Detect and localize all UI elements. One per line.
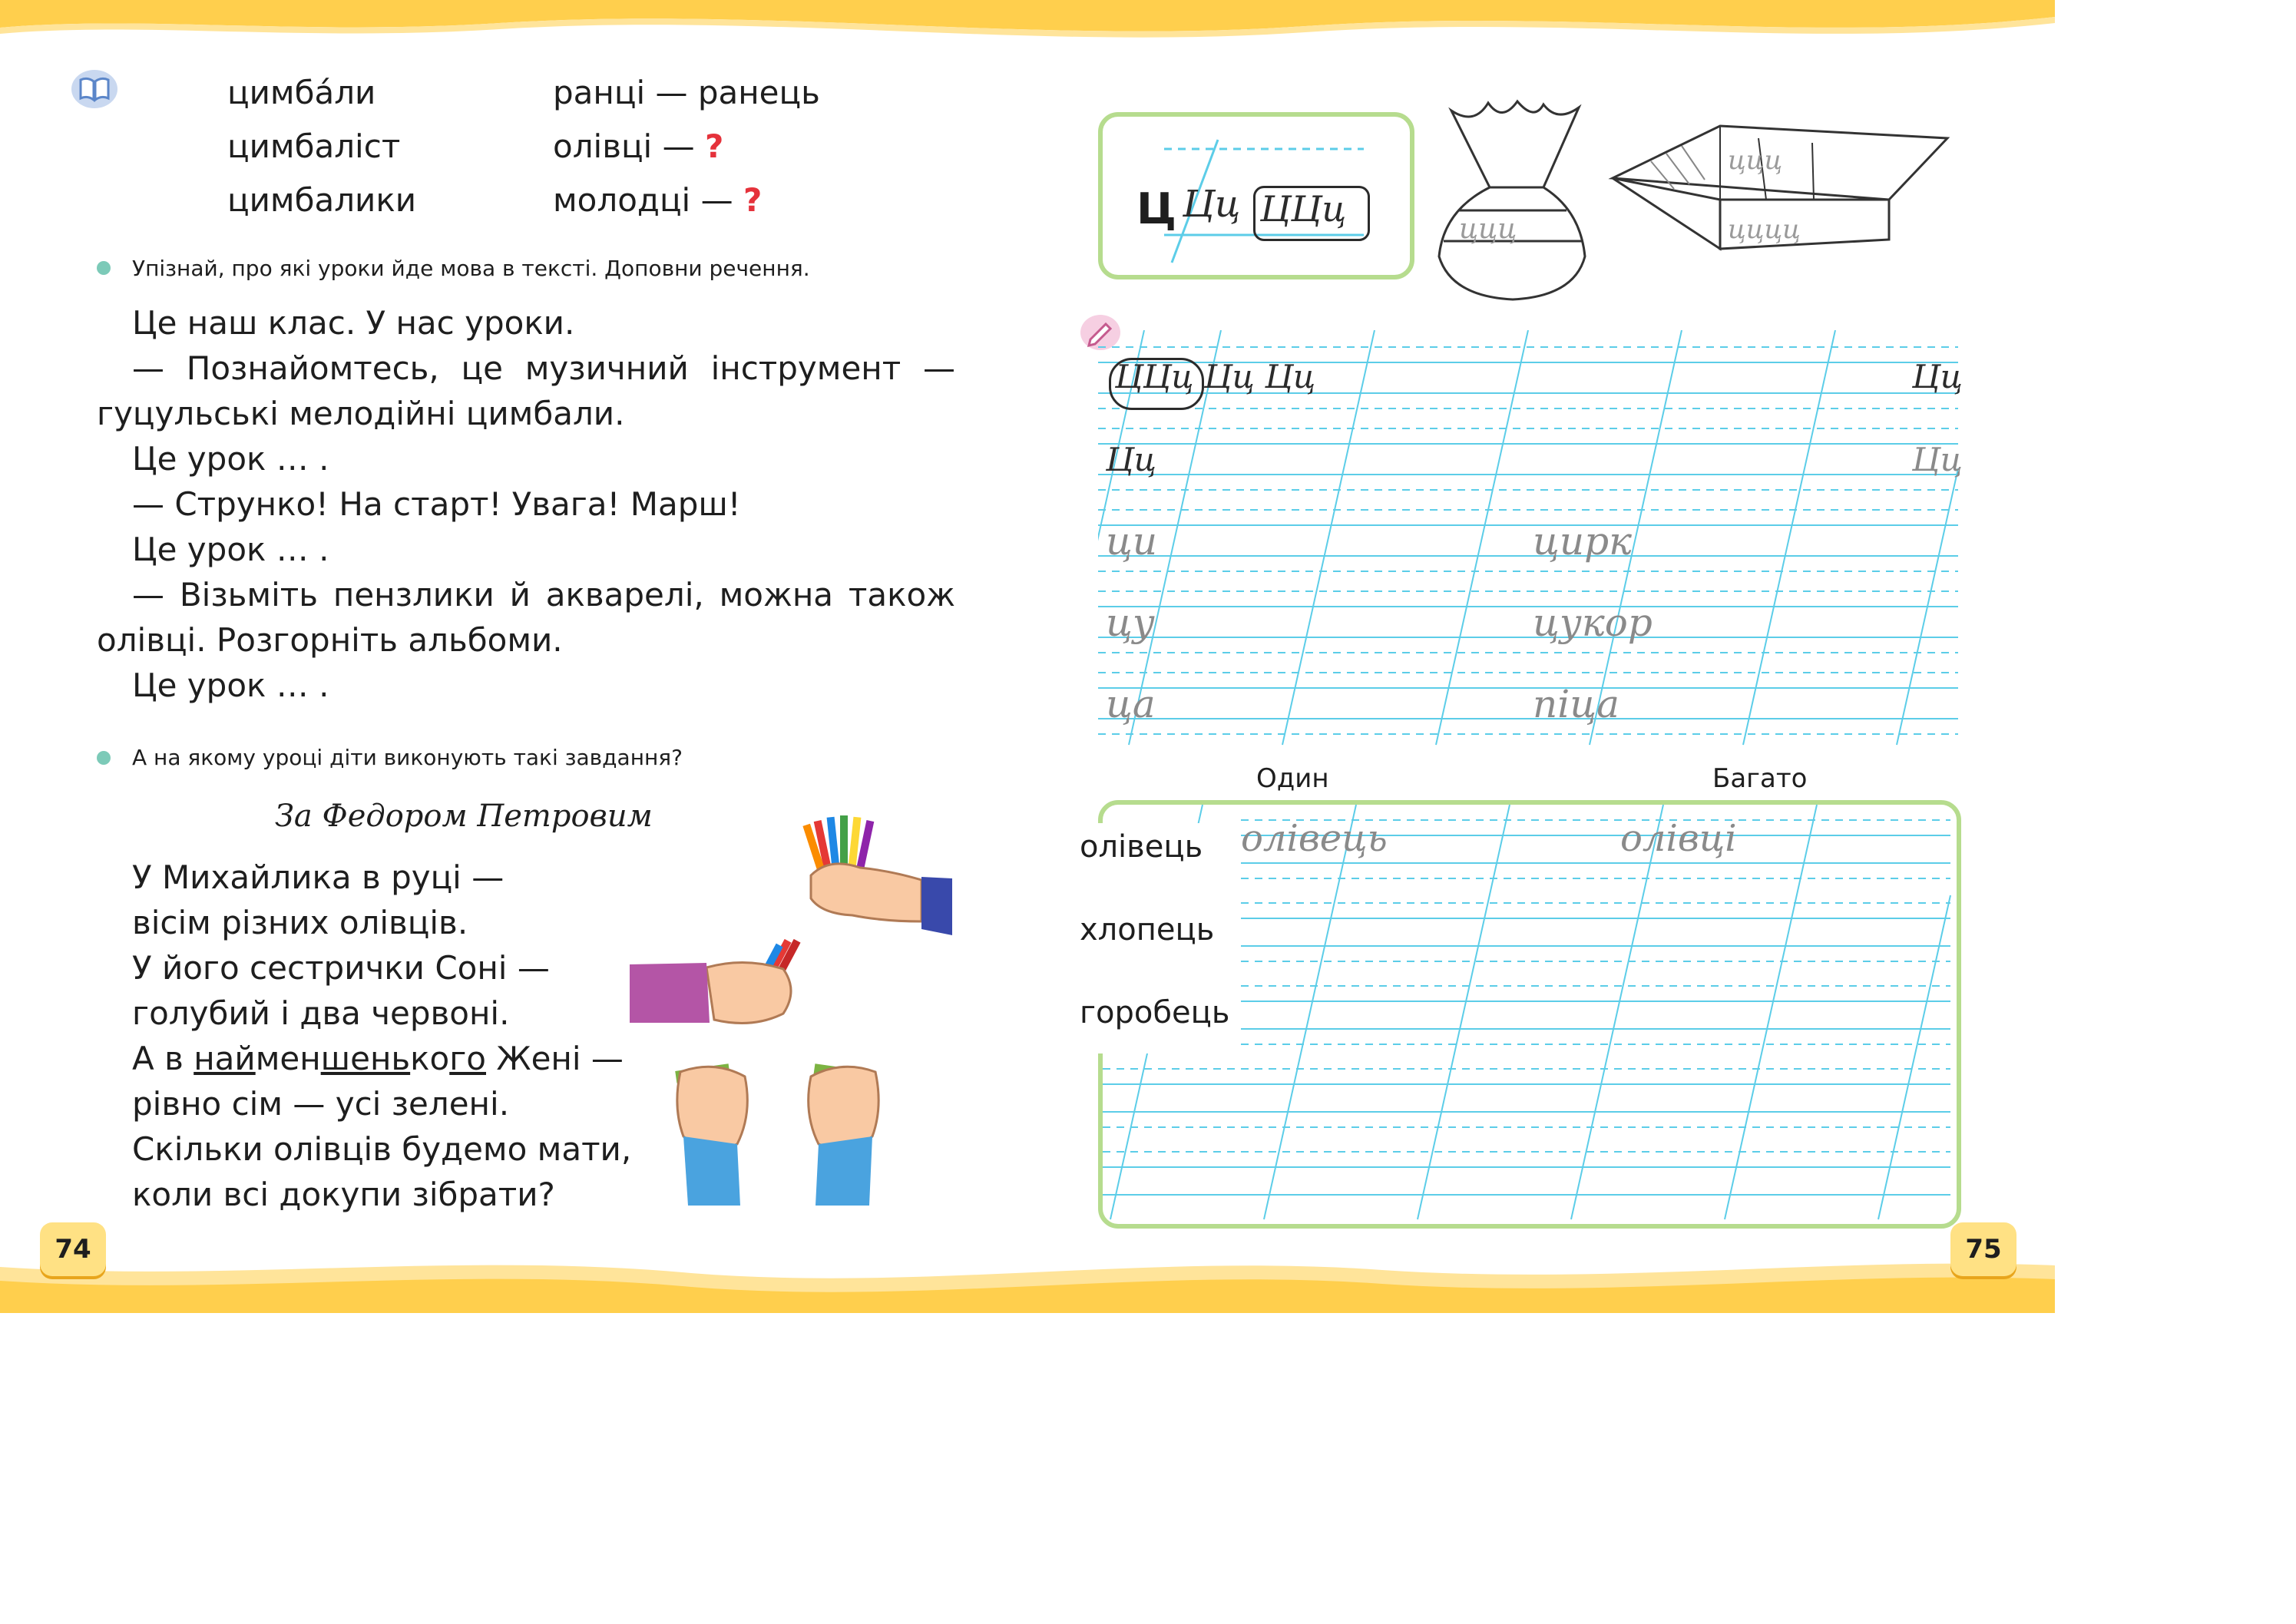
- hands-with-pencils-illustration: [630, 806, 968, 1221]
- candy-outline-drawing: [1428, 95, 1597, 304]
- poem-line-5: А в найменшенького Жені —: [132, 1040, 624, 1077]
- word-oliveсь: олівець: [1080, 829, 1203, 865]
- text-line-5: — Струнко! На старт! Увага! Марш!: [132, 485, 741, 523]
- task-bullet: [97, 261, 111, 275]
- text-line-6: Це урок … .: [132, 531, 329, 568]
- page-number-right: 75: [1950, 1222, 2016, 1276]
- poem-line-1: У Михайлика в руці —: [132, 858, 505, 896]
- practice-row-4-left: цу: [1106, 600, 1155, 645]
- word-1: цимба́ли: [227, 74, 376, 111]
- text-line-7: — Візьміть пензлики й акварелі, можна також: [132, 576, 955, 614]
- text-line-4: Це урок … .: [132, 440, 329, 478]
- practice-row-3-left: ци: [1106, 519, 1158, 564]
- poem-line-7: Скільки олівців будемо мати,: [132, 1130, 632, 1168]
- task-1-instruction: Упізнай, про які уроки йде мова в тексті. Доповни речення.: [132, 256, 810, 281]
- poem-line-4: голубий і два червоні.: [132, 994, 510, 1032]
- text-line-8: олівці. Розгорніть альбоми.: [97, 621, 563, 659]
- poem-author: За Федором Петровим: [275, 799, 653, 834]
- poem-line-6: рівно сім — усі зелені.: [132, 1085, 510, 1123]
- task-2-instruction: А на якому уроці діти виконують такі завдання?: [132, 745, 683, 770]
- page-number-left: 74: [40, 1222, 106, 1276]
- header-one: Один: [1256, 763, 1329, 794]
- question-mark: ?: [743, 181, 763, 219]
- text-line-9: Це урок … .: [132, 666, 329, 704]
- poem-line-2: вісім різних олівців.: [132, 904, 468, 941]
- text-line-1: Це наш клас. У нас уроки.: [132, 304, 575, 342]
- boxed-cursive-letter: ЦЦц: [1253, 186, 1370, 241]
- bottom-decor-band: [0, 1236, 2055, 1313]
- box-outline-drawing: [1605, 115, 1958, 261]
- practice-row-4-right: цукор: [1533, 600, 1653, 645]
- practice-row-5-left: ца: [1106, 682, 1156, 726]
- poem-line-8: коли всі докупи зібрати?: [132, 1176, 555, 1213]
- print-letter: Ц: [1136, 184, 1176, 234]
- practice-row-3-right: цирк: [1533, 519, 1632, 564]
- poem-line-3: У його сестрички Соні —: [132, 949, 550, 987]
- text-line-3: гуцульські мелодійні цимбали.: [97, 395, 625, 432]
- word-horobets: горобець: [1080, 995, 1230, 1030]
- word-pair-3: молодці — ?: [553, 181, 763, 219]
- top-decor-band: [0, 0, 2055, 54]
- text-line-2: — Познайомтесь, це музичний інструмент —: [132, 349, 955, 387]
- word-2: цимбаліст: [227, 127, 401, 165]
- word-3: цимбалики: [227, 181, 417, 219]
- practice-row-1-right: Цц: [1912, 358, 1963, 395]
- svg-text:ццц: ццц: [1459, 213, 1517, 245]
- header-many: Багато: [1712, 763, 1808, 794]
- word-pair-2: олівці — ?: [553, 127, 724, 165]
- sample-one: олівець: [1241, 817, 1388, 860]
- practice-row-1-left: ЦЦц Цц Цц: [1115, 358, 1316, 395]
- question-mark: ?: [704, 127, 724, 165]
- practice-row-2-left: Цц: [1106, 441, 1156, 478]
- sample-many: олівці: [1620, 817, 1737, 860]
- book-icon: [71, 69, 118, 109]
- practice-row-2-right: Цц: [1912, 441, 1963, 478]
- word-khlopets: хлопець: [1080, 912, 1215, 948]
- svg-text:цццц: цццц: [1728, 214, 1801, 245]
- practice-row-5-right: піца: [1533, 682, 1619, 726]
- word-pair-1: ранці — ранець: [553, 74, 820, 111]
- svg-text:ццц: ццц: [1728, 145, 1783, 176]
- cursive-letter: Цц: [1183, 183, 1241, 226]
- task-bullet: [97, 751, 111, 765]
- letter-card: [1098, 112, 1414, 279]
